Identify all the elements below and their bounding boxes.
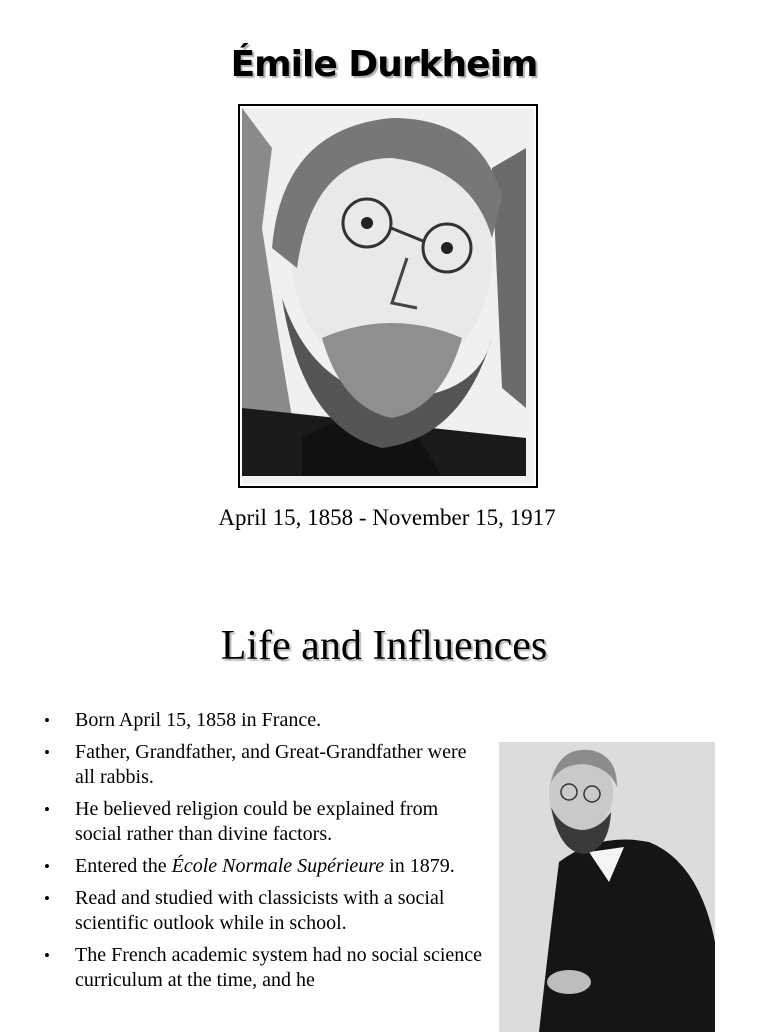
bullet-text: Born April 15, 1858 in France. xyxy=(75,709,322,731)
bullet-text: Father, Grandfather, and Great-Grandfather were all rabbis. xyxy=(75,741,467,788)
lifespan-dates: April 15, 1858 - November 15, 1917 xyxy=(218,505,556,530)
slide-title: Life and Influences xyxy=(220,623,548,669)
portrait-frame xyxy=(238,104,538,488)
seated-portrait-photo xyxy=(499,742,715,1032)
bullet-text: He believed religion could be explained from social rather than divine factors. xyxy=(75,798,439,845)
bullet-icon: • xyxy=(44,800,50,819)
bullet-icon: • xyxy=(44,946,50,965)
seated-portrait-illustration xyxy=(499,742,715,1032)
list-item xyxy=(44,943,484,993)
portrait-photo xyxy=(242,108,534,484)
bullet-icon: • xyxy=(44,889,50,908)
list-item xyxy=(44,854,484,879)
list-item xyxy=(44,740,484,790)
slide-title: Émile Durkheim xyxy=(230,44,538,85)
bullet-text: Read and studied with classicists with a social scientific outlook while in school. xyxy=(75,887,445,934)
bullet-icon: • xyxy=(44,711,50,730)
list-item xyxy=(44,886,484,936)
slide-2 xyxy=(0,560,768,1024)
portrait-illustration xyxy=(242,108,526,476)
bullet-text-post: in 1879. xyxy=(384,855,455,877)
bullet-icon: • xyxy=(44,857,50,876)
list-item xyxy=(44,797,484,847)
bullet-text-pre: Entered the xyxy=(75,855,172,877)
bullet-icon: • xyxy=(44,743,50,762)
bullet-text: The French academic system had no social science curriculum at the time, and he xyxy=(75,944,483,991)
list-item xyxy=(44,708,484,733)
bullet-list xyxy=(44,708,484,1000)
school-name: École Normale Supérieure xyxy=(171,855,385,877)
